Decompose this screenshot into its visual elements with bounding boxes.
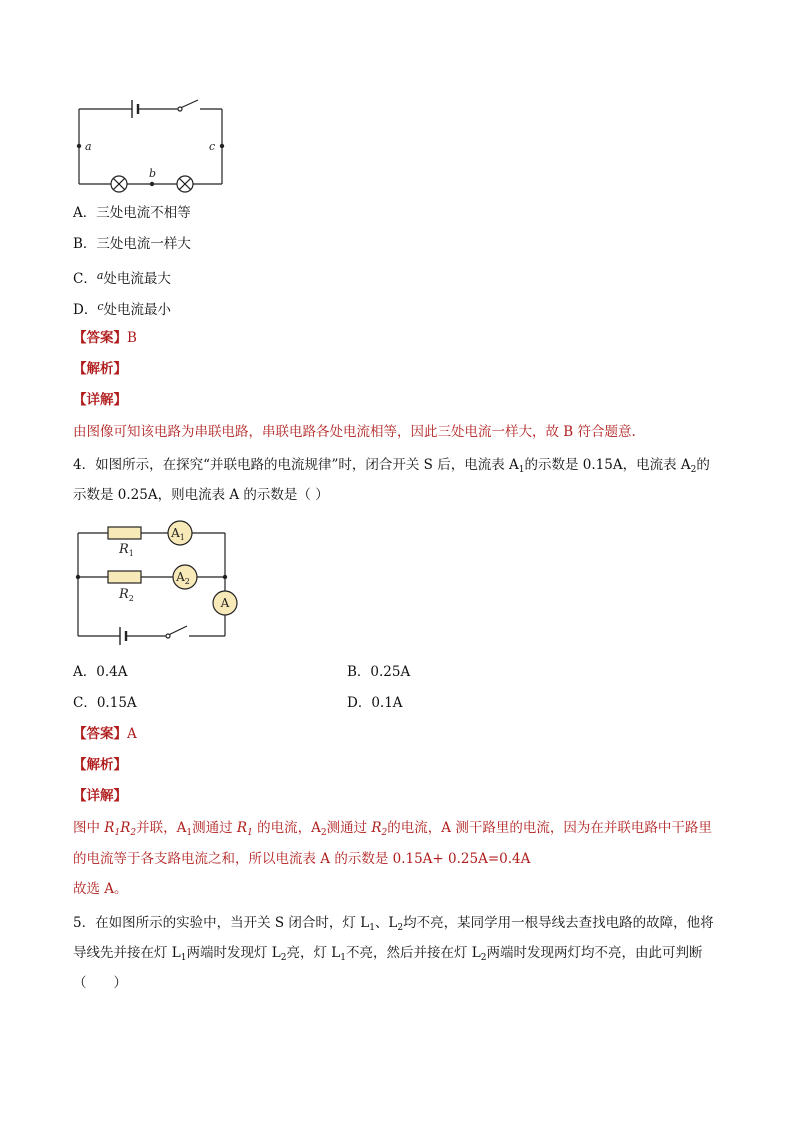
q3-detail-tag: 【详解】: [73, 392, 127, 408]
q3-option-c: C．$^a$处电流最大: [73, 269, 171, 287]
svg-text:R1: $R_1$: [119, 542, 134, 558]
q3-analysis-tag: 【解析】: [73, 361, 127, 377]
q3-option-a: A．三处电流不相等: [73, 205, 191, 221]
q3-option-d: D．$^c$处电流最小: [73, 300, 171, 318]
series-circuit-diagram: [70, 92, 230, 192]
svg-text:R2: $R_2$: [119, 587, 134, 603]
q5-stem-line2: 导线先并接在灯 $L_1$两端时发现灯 $L_2$亮，灯 $L_1$不亮，然后并接在灯 $L_2$两端时发现两灯均不亮，由此可判断: [73, 945, 703, 963]
point-a-label: a: [85, 140, 92, 153]
svg-text:A1: $A_1$: [171, 526, 185, 542]
svg-text:A: A: [220, 596, 230, 610]
q4-detail-line2: 的电流等于各支路电流之和，所以电流表 A 的示数是 0.15A+ 0.25A=0.4A: [73, 851, 531, 867]
q3-answer: 【答案】B: [73, 330, 137, 346]
point-c-label: c: [209, 140, 216, 153]
q4-option-c: C．0.15A: [73, 695, 137, 711]
q4-option-d: D．0.1A: [347, 695, 403, 711]
resistor-r2: [108, 571, 141, 583]
point-b-label: b: [149, 167, 157, 180]
q4-analysis-tag: 【解析】: [73, 757, 127, 773]
q3-detail-text: 由图像可知该电路为串联电路，串联电路各处电流相等，因此三处电流一样大，故 B 符合题意.: [73, 424, 636, 440]
parallel-circuit-diagram: [70, 515, 250, 645]
q4-option-a: A．0.4A: [73, 664, 128, 680]
resistor-r1: [108, 527, 141, 539]
q3-option-b: B．三处电流一样大: [73, 236, 191, 252]
svg-text:A2: $A_2$: [176, 570, 190, 586]
q4-conclusion: 故选 A。: [73, 881, 128, 897]
q4-detail-line1: 图中 $R_1R_2$并联，$A_1$测通过 $R_1$ 的电流，$A_2$测通过 $R_2$的电流，A 测干路里的电流，因为在并联电路中干路里: [73, 820, 712, 838]
q4-stem-line1: 4．如图所示，在探究“并联电路的电流规律”时，闭合开关 S 后，电流表 $A_1$的示数是 0.15A，电流表 $A_2$的: [73, 457, 710, 475]
q4-answer: 【答案】A: [73, 726, 137, 742]
q4-detail-tag: 【详解】: [73, 788, 127, 804]
q5-answer-blank: （ ）: [73, 975, 127, 991]
q5-stem-line1: 5．在如图所示的实验中，当开关 S 闭合时，灯 $L_1$、$L_2$均不亮，某同学用一根导线去查找电路的故障，他将: [73, 915, 714, 933]
q4-option-b: B．0.25A: [347, 664, 411, 680]
q4-stem-line2: 示数是 0.25A，则电流表 A 的示数是（ ）: [73, 487, 329, 503]
